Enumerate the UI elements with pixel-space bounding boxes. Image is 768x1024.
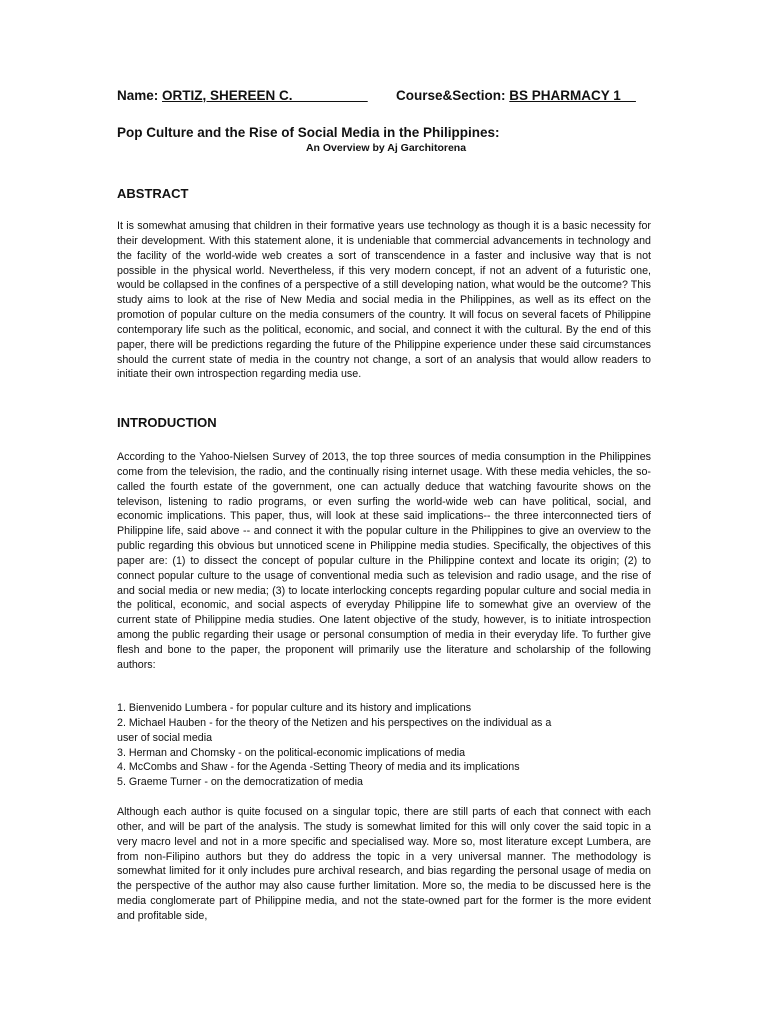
course-label: Course&Section:	[396, 88, 506, 103]
list-item: 3. Herman and Chomsky - on the political-economic implications of media	[117, 746, 466, 759]
list-item: 5. Graeme Turner - on the democratization of media	[117, 776, 363, 789]
student-header	[117, 88, 636, 104]
author-list	[117, 701, 651, 790]
document-subtitle: An Overview by Aj Garchitorena	[305, 142, 467, 154]
name-label: Name:	[117, 88, 159, 103]
list-item: user of social media	[117, 731, 213, 744]
list-item: 2. Michael Hauben - for the theory of the Netizen and his perspectives on the individual as a	[117, 716, 552, 729]
limitations-paragraph: Although each author is quite focused on a singular topic, there are still parts of each that connect with each other, and will be part of the analysis. The study is somewhat limited for this will only cover the said topic in a very macro level and not in a more specific and specialised way. More so, most literature except Lumbera, are from non-Filipino authors but they do address the topic in a very universal manner. The methodology is somewhat limited for it only includes pure archival research, and bias regarding the personal usage of media on the perspective of the author may also cause further limitation. More so, the media to be discussed here is the media conglomerate part of Philippine media, and not the state-owned part for the former is the more evident and profitable side,	[117, 806, 651, 922]
course-value: BS PHARMACY 1__	[509, 88, 636, 103]
name-value: ORTIZ, SHEREEN C.__________	[162, 88, 368, 103]
document-title: Pop Culture and the Rise of Social Media in the Philippines:	[117, 125, 500, 140]
abstract-heading: ABSTRACT	[117, 186, 189, 201]
abstract-paragraph: It is somewhat amusing that children in their formative years use technology as though it is a basic necessity for their development. With this statement alone, it is undeniable that commercial advancements in technology and the facility of the world-wide web creates a sort of transcendence in a faster and inclusive way that is not possible in the physical world. Nevertheless, if this very modern concept, if not an advent of a futuristic one, would be collapsed in the confines of a perspective of a still developing nation, what would be the outcome? This study aims to look at the rise of New Media and social media in the Philippines, as well as its effect on the promotion of popular culture on the media consumers of the country. It will focus on several facets of Philippine contemporary life such as the political, economic, and social, and connect it with the cultural. By the end of this paper, there will be predictions regarding the future of the Philippine experience under these said circumstances should the current state of media in the country not change, a sort of an analysis that would allow readers to initiate their own introspection regarding media use.	[117, 220, 651, 381]
course-section	[396, 88, 636, 104]
title-block	[117, 125, 651, 155]
list-item: 4. McCombs and Shaw - for the Agenda -Setting Theory of media and its implications	[117, 761, 520, 774]
introduction-heading: INTRODUCTION	[117, 415, 217, 430]
introduction-paragraph: According to the Yahoo-Nielsen Survey of 2013, the top three sources of media consumption in the Philippines come from the television, the radio, and the continually rising internet usage. With these media vehicles, the so-called the fourth estate of the government, one can actually deduce that watching favourite shows on the televison, listening to radio programs, or even surfing the world-wide web can have political, social, and economic implications. This paper, thus, will look at these said implications-- the three interconnected tiers of Philippine life, said above -- and connect it with the popular culture in the Philippines to give an overview to the public regarding this obvious but unnoticed scene in Philippine media studies. Specifically, the objectives of this paper are: (1) to dissect the concept of popular culture in the Philippine context and locate its origin; (2) to connect popular culture to the usage of conventional media such as television and radio usage, and the rise of and social media or new media; (3) to locate interlocking concepts regarding popular culture and social media in the political, economic, and social aspects of everyday Philippine life to somewhat give an overview of the current state of Philippine media studies. One latent objective of the study, however, is to initiate introspection among the public regarding their usage or personal consumption of media in their everyday life. To further give flesh and bone to the paper, the proponent will primarily use the literature and scholarship of the following authors:	[117, 451, 651, 671]
list-item: 1. Bienvenido Lumbera - for popular culture and its history and implications	[117, 702, 472, 714]
